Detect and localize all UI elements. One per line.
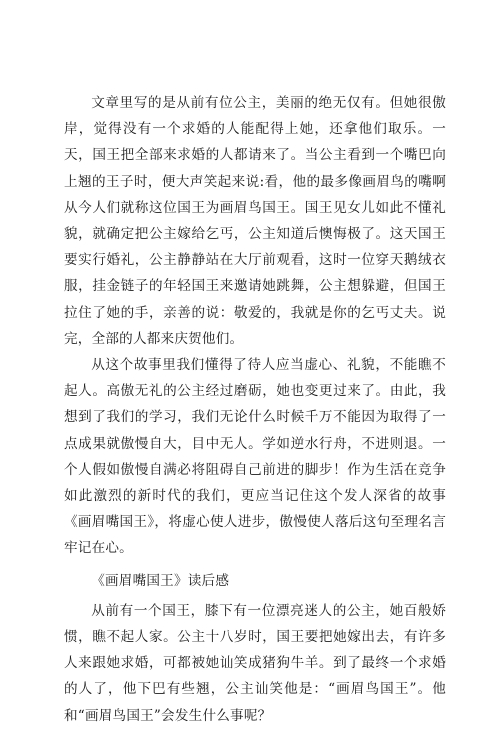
paragraph-reflection: 从这个故事里我们懂得了待人应当虚心、礼貌，不能瞧不起人。高傲无礼的公主经过磨砺，她也变更过来了。由此，我想到了我们的学习，我们无论什么时候千万不能因为取得了一点成果就傲慢自大，目中无人。学如逆水行舟，不进则退。一个人假如傲慢自满必将阻碍自己前进的脚步！作为生活在竞争如此激烈的新时代的我们，更应当记住这个发人深省的故事《画眉嘴国王》，将虚心使人进步，傲慢使人落后这句至理名言牢记在心。 <box>64 357 446 557</box>
document-body <box>64 90 446 729</box>
section-title: 《画眉嘴国王》读后感 <box>91 572 230 589</box>
paragraph-new-story: 从前有一个国王，膝下有一位漂亮迷人的公主，她百般娇惯，瞧不起人家。公主十八岁时，国王要把她嫁出去，有许多人来跟她求婚，可都被她讪笑成猪狗牛羊。到了最终一个求婚的人了，他下巴有些翘，公主讪笑他是：“画眉鸟国王”。他和“画眉鸟国王”会发生什么事呢？ <box>64 602 446 724</box>
paragraph-story-summary: 文章里写的是从前有位公主，美丽的绝无仅有。但她很傲岸，觉得没有一个求婚的人能配得上她，还拿他们取乐。一天，国王把全部来求婚的人都请来了。当公主看到一个嘴巴向上翘的王子时，便大声笑起来说:看，他的最多像画眉鸟的嘴啊从今人们就称这位国王为画眉鸟国王。国王见女儿如此不懂礼貌，就确定把公主嫁给乞丐，公主知道后懊悔极了。这天国王要实行婚礼，公主静静站在大厅前观看，这时一位穿天鹅绒衣服，挂金链子的年轻国王来邀请她跳舞，公主想躲避，但国王拉住了她的手，亲善的说：敬爱的，我就是你的乞丐丈夫。说完，全部的人都来庆贺他们。 <box>64 95 446 347</box>
